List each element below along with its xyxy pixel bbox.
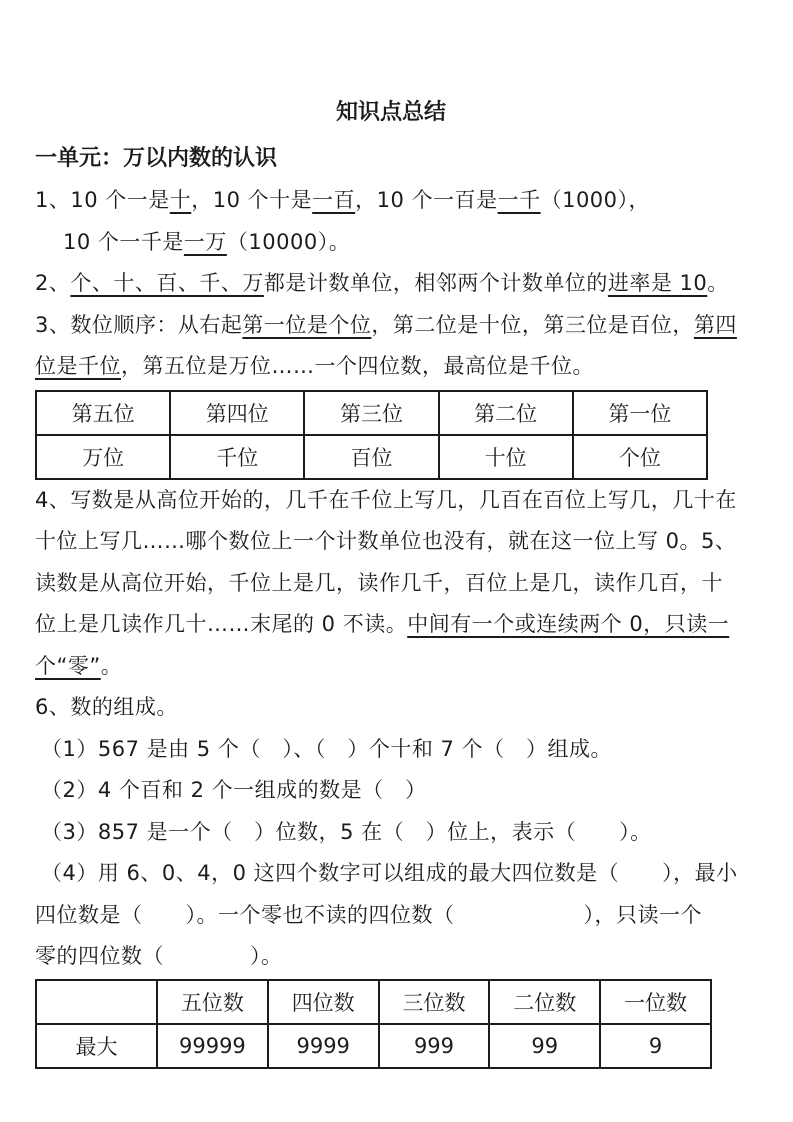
underlined-segment: 进率是 10 [607, 271, 708, 295]
underlined-segment: 个、十、百、千、万 [70, 271, 264, 295]
table-cell: 第三位 [304, 391, 438, 435]
table-row [36, 1024, 711, 1068]
text-segment: ，10 个十是 [191, 188, 313, 212]
text-segment: （1000）， [540, 188, 651, 212]
table-cell: 五位数 [157, 980, 268, 1024]
text-segment: 3、数位顺序：从右起 [35, 312, 243, 337]
table-cell: 二位数 [489, 980, 600, 1024]
table-cell: 个位 [573, 435, 707, 479]
point-6-heading [35, 687, 747, 729]
text-segment: 2、 [35, 271, 71, 295]
point-5-line-3 [35, 646, 747, 688]
point-5-line-1 [35, 563, 747, 605]
text-segment: 位上是几读作几十……末尾的 0 不读。 [35, 612, 408, 636]
text-segment: 1、10 个一是 [35, 188, 170, 212]
point-5-line-2 [35, 604, 747, 646]
underlined-segment: 个“零” [35, 653, 101, 678]
point-3-line-1 [35, 305, 747, 347]
text-segment: ，10 个一百是 [355, 188, 498, 212]
text-segment: 四位数是（ ）。一个零也不读的四位数（ ），只读一个 [35, 902, 702, 927]
text-segment: 读数是从高位开始，千位上是几，读作几千，百位上是几，读作几百，十 [35, 570, 723, 595]
table-row [36, 435, 707, 479]
max-number-table [35, 979, 712, 1069]
text-segment: ，第五位是万位……一个四位数，最高位是千位。 [121, 354, 594, 378]
text-segment: 10 个一千是 [63, 229, 184, 254]
table-cell: 一位数 [600, 980, 711, 1024]
point-3-line-2 [35, 346, 747, 388]
point-2-line [35, 263, 747, 305]
digit-position-table [35, 390, 708, 480]
text-segment: 6、数的组成。 [35, 695, 178, 719]
text-segment: （4）用 6、0、4，0 这四个数字可以组成的最大四位数是（ ），最小 [41, 861, 738, 885]
exercise-4-line-1 [35, 853, 747, 895]
text-segment: 4、写数是从高位开始的，几千在千位上写几，几百在百位上写几，几十在 [35, 487, 737, 512]
table-cell: 第一位 [573, 391, 707, 435]
table-cell: 第二位 [439, 391, 573, 435]
underlined-segment: 十 [169, 188, 192, 212]
underlined-segment: 中间有一个或连续两个 0，只读一 [407, 612, 730, 636]
point-1-line-2 [35, 222, 747, 264]
text-segment: 都是计数单位，相邻两个计数单位的 [263, 271, 608, 295]
underlined-segment: 第四 [693, 312, 737, 337]
table-cell: 9999 [268, 1024, 379, 1068]
text-segment: 。 [707, 271, 729, 295]
underlined-segment: 位是千位 [35, 354, 121, 378]
table-cell: 三位数 [379, 980, 490, 1024]
table-row [36, 980, 711, 1024]
table-cell: 999 [379, 1024, 490, 1068]
table-cell: 四位数 [268, 980, 379, 1024]
table-cell: 99 [489, 1024, 600, 1068]
text-segment: 十位上写几……哪个数位上一个计数单位也没有，就在这一位上写 0。5、 [35, 529, 737, 553]
text-segment: （10000）。 [226, 229, 351, 254]
point-4-line-2 [35, 521, 747, 563]
table-cell: 百位 [304, 435, 438, 479]
exercise-3 [35, 812, 747, 854]
point-4-line-1 [35, 480, 747, 522]
table-row [36, 391, 707, 435]
underlined-segment: 一百 [312, 188, 356, 212]
text-segment: （2）4 个百和 2 个一组成的数是（ ） [41, 778, 427, 802]
text-segment: ，第二位是十位，第三位是百位， [371, 312, 694, 337]
table-cell: 第四位 [170, 391, 304, 435]
table-cell: 最大 [36, 1024, 157, 1068]
point-1-line-1 [35, 180, 747, 222]
table-cell: 十位 [439, 435, 573, 479]
document-title: 知识点总结 [335, 100, 446, 125]
exercise-2 [35, 770, 747, 812]
table-cell: 千位 [170, 435, 304, 479]
underlined-segment: 一万 [183, 229, 227, 254]
table-cell: 万位 [36, 435, 170, 479]
text-segment: （1）567 是由 5 个（ ）、（ ）个十和 7 个（ ）组成。 [41, 736, 613, 761]
table-cell [36, 980, 157, 1024]
exercise-4-line-3 [35, 936, 747, 978]
table-cell: 第五位 [36, 391, 170, 435]
exercise-4-line-2 [35, 895, 747, 937]
text-segment: 。 [100, 653, 123, 678]
exercise-1 [35, 729, 747, 771]
text-segment: 零的四位数（ ）。 [35, 944, 283, 968]
table-cell: 99999 [157, 1024, 268, 1068]
underlined-segment: 第一位是个位 [242, 312, 372, 337]
section-heading: 一单元：万以内数的认识 [35, 146, 278, 171]
underlined-segment: 一千 [497, 188, 541, 212]
text-segment: （3）857 是一个（ ）位数，5 在（ ）位上，表示（ ）。 [41, 819, 652, 844]
table-cell: 9 [600, 1024, 711, 1068]
